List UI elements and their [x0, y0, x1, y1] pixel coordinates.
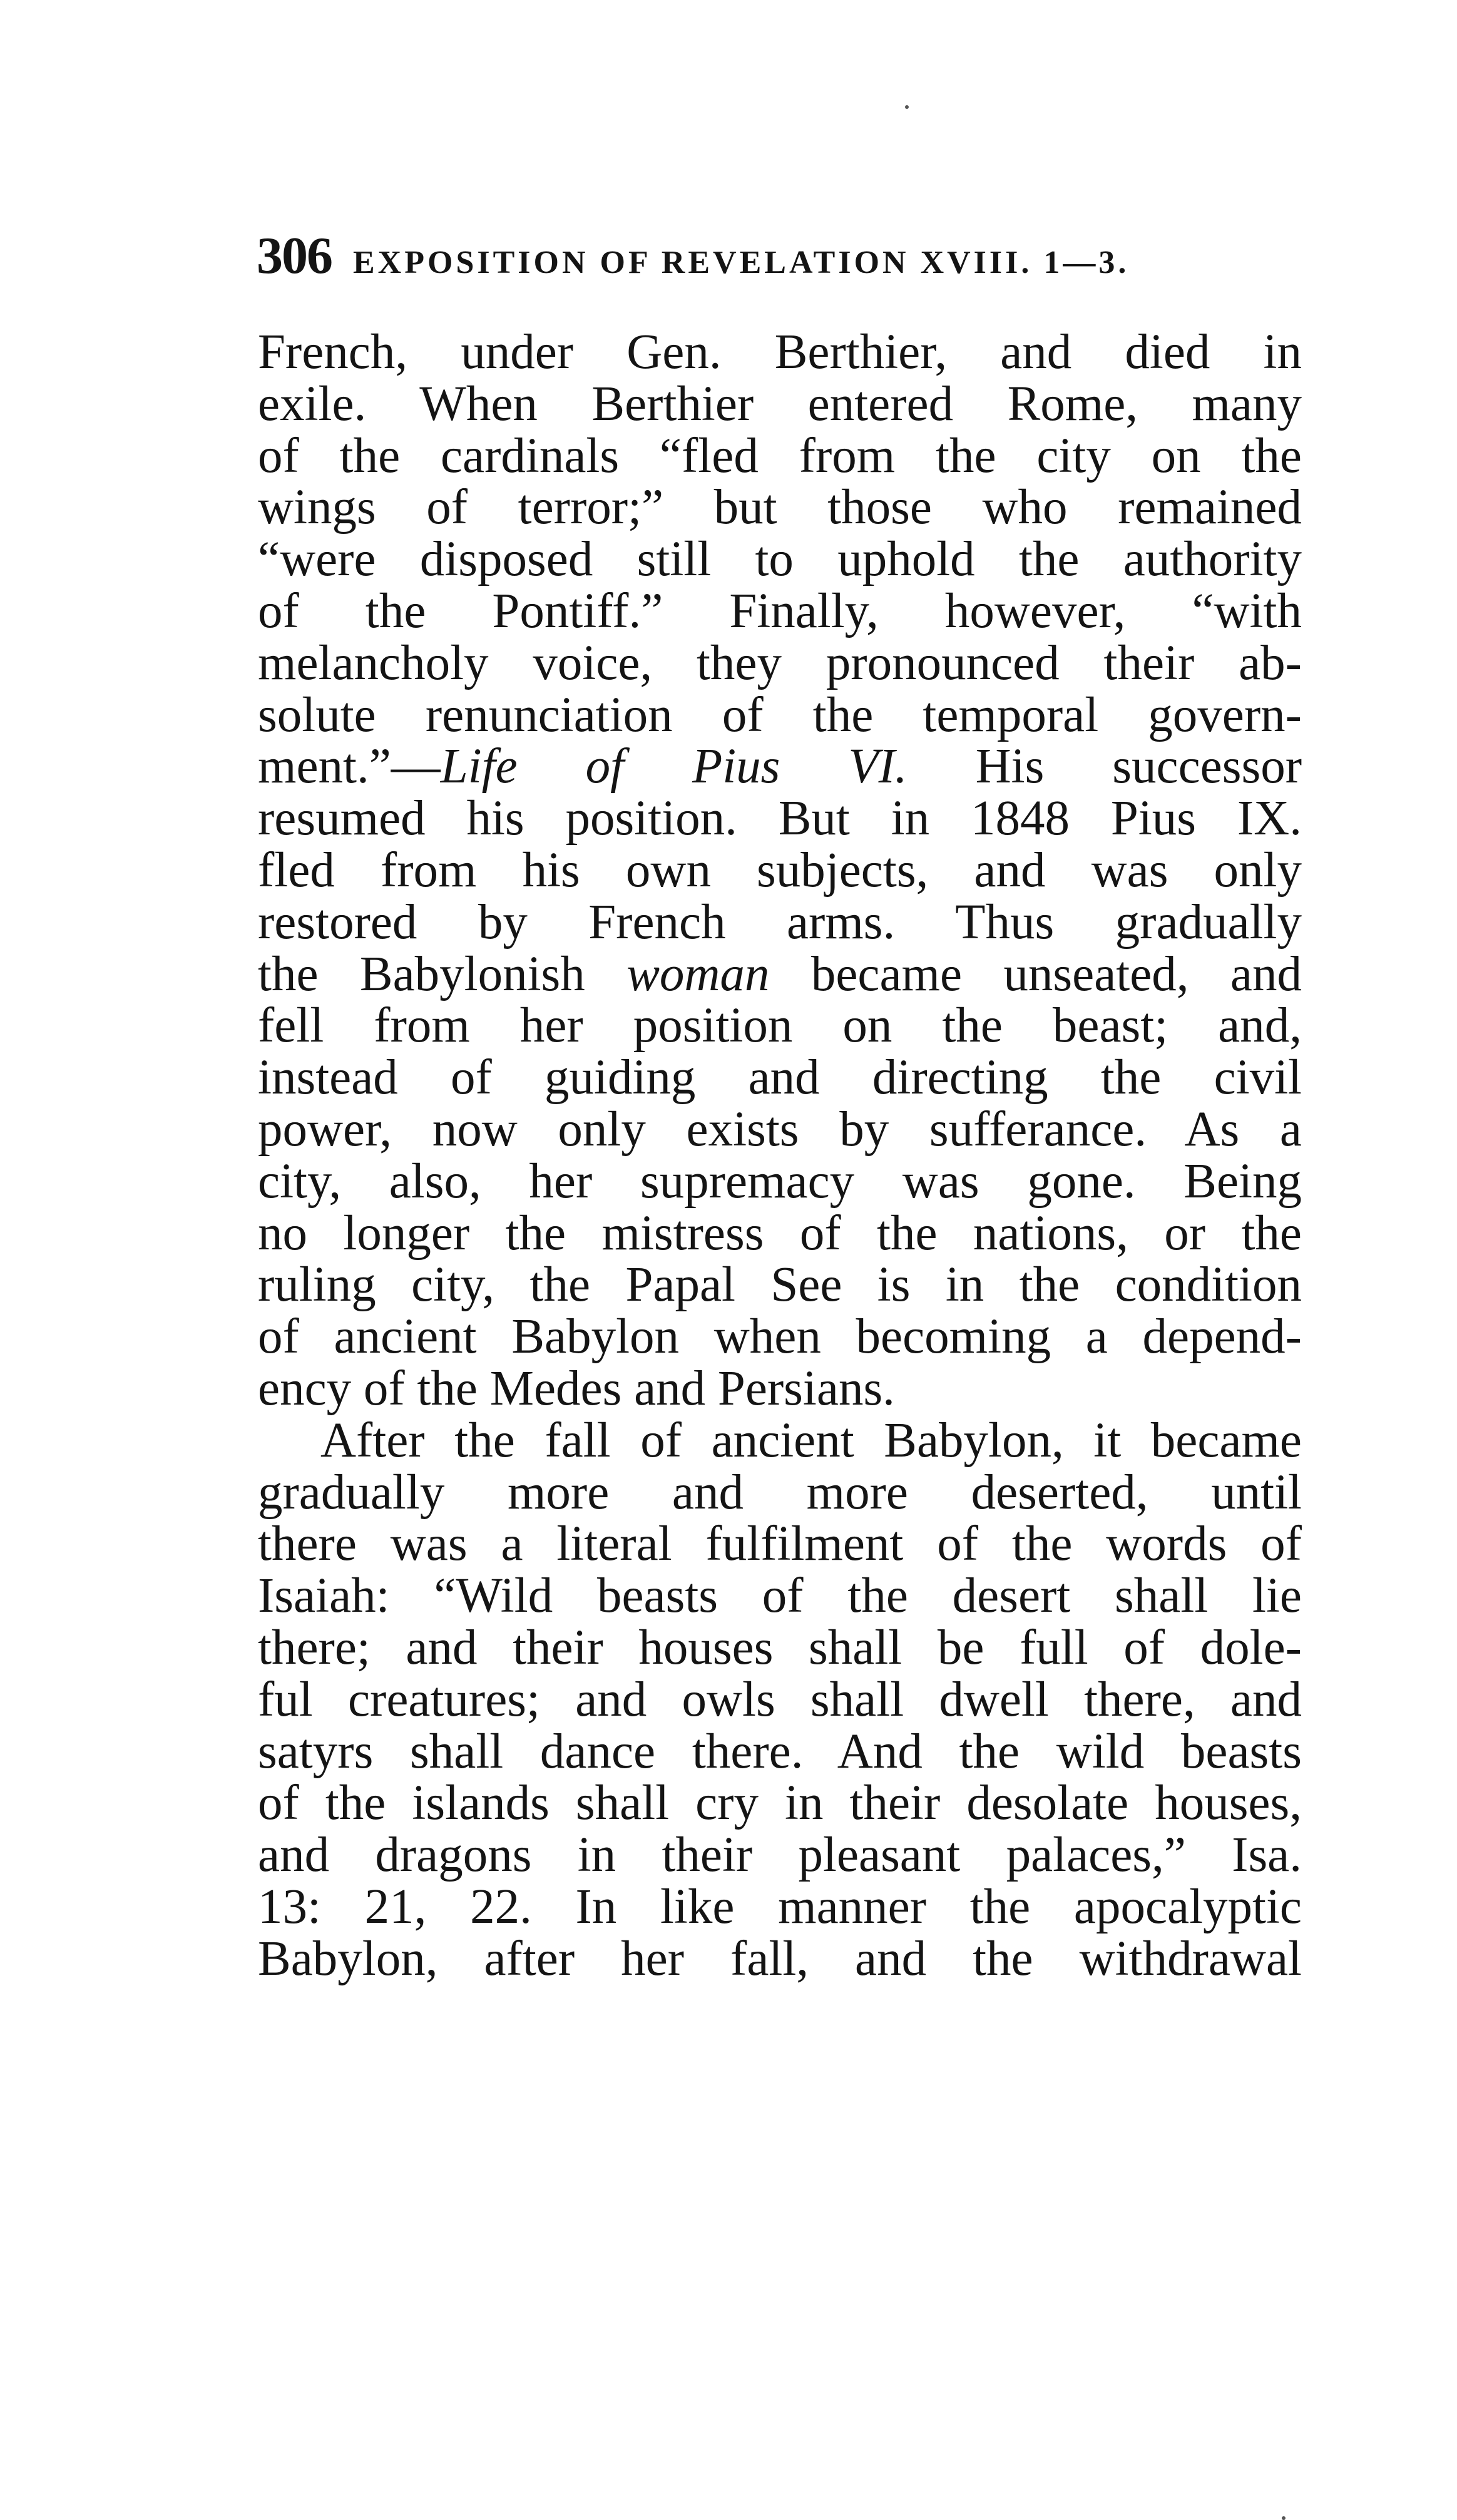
text-line: Isaiah: “Wild beasts of the desert shall lie [258, 1569, 1302, 1624]
text-line: of the cardinals “fled from the city on the [258, 428, 1302, 483]
text-line [258, 946, 1302, 1001]
text-line: gradually more and more deserted, until [258, 1465, 1302, 1520]
text-line: exile. When Berthier entered Rome, many [258, 376, 1302, 431]
text-line: fell from her position on the beast; and, [258, 998, 1302, 1053]
text-line: power, now only exists by sufferance. As a [258, 1102, 1302, 1157]
text-line: city, also, her supremacy was gone. Being [258, 1154, 1302, 1209]
text-line: melancholy voice, they pronounced their ab- [258, 635, 1302, 690]
text-line: of the islands shall cry in their desolate houses, [258, 1776, 1302, 1831]
body-text [258, 327, 1302, 1985]
paragraph-start-line: After the fall of ancient Babylon, it became [320, 1413, 1302, 1468]
print-speck [1282, 2516, 1286, 2520]
text-line: there was a literal fulfilment of the words of [258, 1517, 1302, 1572]
running-head-title: EXPOSITION OF REVELATION XVIII. 1—3. [353, 245, 1130, 280]
italic-citation: Life of Pius VI. [440, 739, 907, 794]
text-line: French, under Gen. Berthier, and died in [258, 325, 1302, 379]
text-line: fled from his own subjects, and was only [258, 843, 1302, 898]
text-line: ful creatures; and owls shall dwell there, and [258, 1672, 1302, 1727]
running-head [257, 225, 1302, 294]
text-line: and dragons in their pleasant palaces,” Isa. [258, 1828, 1302, 1883]
text-line: resumed his position. But in 1848 Pius IX. [258, 791, 1302, 846]
text-line: restored by French arms. Thus gradually [258, 894, 1302, 950]
text-line: of the Pontiff.” Finally, however, “with [258, 583, 1302, 638]
text-line: satyrs shall dance there. And the wild beasts [258, 1724, 1302, 1779]
paragraph-end-line: ency of the Medes and Persians. [258, 1361, 895, 1416]
text-line: “were disposed still to uphold the authority [258, 532, 1302, 587]
text-segment: became unseated, and [769, 946, 1302, 1001]
text-segment: the Babylonish [258, 946, 627, 1001]
text-line: no longer the mistress of the nations, or the [258, 1206, 1302, 1261]
text-segment: His successor [907, 739, 1302, 794]
print-speck [905, 105, 909, 109]
text-line: Babylon, after her fall, and the withdrawal [258, 1931, 1302, 1986]
text-line: there; and their houses shall be full of dole- [258, 1620, 1302, 1675]
page-number: 306 [257, 227, 332, 285]
text-segment: ment.”— [258, 739, 441, 794]
text-line: wings of terror;” but those who remained [258, 480, 1302, 535]
text-line: instead of guiding and directing the civil [258, 1050, 1302, 1105]
text-line: 13: 21, 22. In like manner the apocalyptic [258, 1879, 1302, 1934]
text-line: of ancient Babylon when becoming a depend- [258, 1309, 1302, 1365]
text-line: ruling city, the Papal See is in the condition [258, 1257, 1302, 1313]
text-line [258, 741, 1302, 793]
italic-word: woman [626, 946, 770, 1001]
text-line: solute renunciation of the temporal govern- [258, 687, 1302, 742]
